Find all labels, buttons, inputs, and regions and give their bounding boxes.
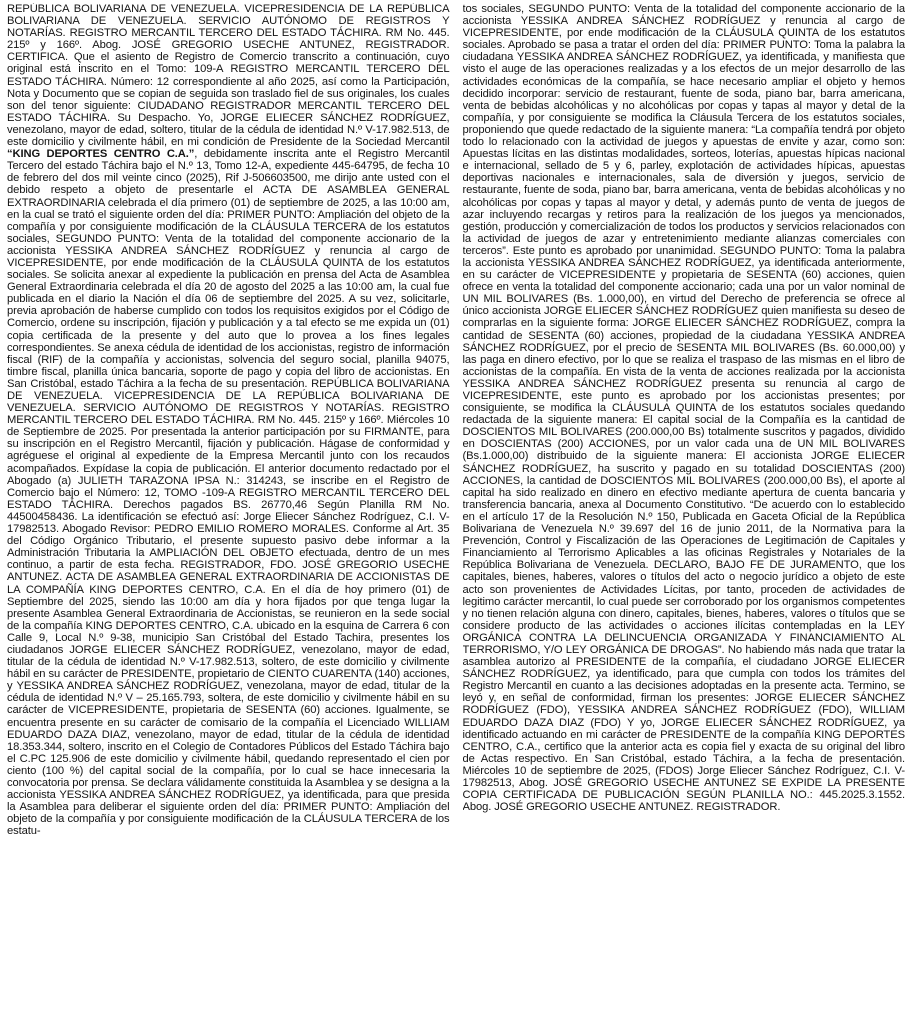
left-column-text (7, 3, 450, 837)
company-name: “KING DEPORTES CENTRO C.A.” (7, 148, 195, 161)
left-column (7, 3, 450, 1022)
right-column-text: tos sociales, SEGUNDO PUNTO: Venta de la totalidad del componente accionario de la accionista YESSIKA ANDREA SÁNCHEZ RODRÍGUEZ y renuncia al cargo de VICEPRESIDENTE, por ende modificación de la CLÁUSULA QUINTA de los estatutos sociales. Aprobado se pasa a tratar el orden del día: PRIMER PUNTO: Toma la palabra la ciudadana YESSIKA ANDREA SÁNCHEZ RODRÍGUEZ, ya identificada, y manifiesta que visto el auge de las operaciones realizadas y a los efectos de un mejor desarrollo de las actividades económicas de la compañía, se hace necesario ampliar el objeto y hemos decidido incorporar: servicio de restaurant, fuente de soda, piano bar, barra americana, venta de bebidas alcohólicas y no alcohólicas por copas y tapas al mayor y detal de la compañía, y por consiguiente se modifica la Cláusula Tercera de los estatutos sociales, proponiendo que quede redactado de la siguiente manera: “La compañía tendrá por objeto todo lo relacionado con la actividad de juegos y apuestas de envite y azar, como son: Apuestas lícitas en las distintas modalidades, sorteos, loterías, apuestas hípicas nacional e internacional, sellado de 5 y 6, parley, explotación de actividades hípicas, apuestas deportivas nacionales e internacionales, sala de diversión y juegos, servicio de restaurante, fuente de soda, piano bar, barra americana, venta de bebidas alcohólicas y no alcohólicas por copas y tapas al mayor y detal, y además punto de venta de juegos de azar incluyendo recargas y retiros para la realización de los juegos ya mencionados, gestión, producción y comercialización de todos los productos y servicios relacionados con la actividad de juegos de azar y entretenimiento mediante alianzas comerciales con terceros”. Este punto es aprobado por unanimidad. SEGUNDO PUNTO: Toma la palabra la accionista YESSIKA ANDREA SÁNCHEZ RODRÍGUEZ, ya identificada anteriormente, en su carácter de VICEPRESIDENTE y propietaria de SESENTA (60) acciones, quien ofrece en venta la totalidad del componente accionario; cada una por un valor nominal de UN MIL BOLIVARES (Bs. 1.000,00), en virtud del Derecho de preferencia se ofrece al único accionista JORGE ELIECER SÁNCHEZ RODRÍGUEZ quien manifiesta su deseo de comprarlas en la siguiente forma: JORGE ELIECER SÁNCHEZ RODRÍGUEZ, compra la cantidad de SESENTA (60) acciones, propiedad de la ciudadana YESSIKA ANDREA SÁNCHEZ RODRÍGUEZ, por el precio de SESENTA MIL BOLIVARES (Bs. 60.000,00) y las paga en dinero efectivo, por lo que se realiza el traspaso de las mismas en el libro de accionistas de la compañía. En vista de la venta de acciones realizada por la accionista YESSIKA ANDREA SÁNCHEZ RODRÍGUEZ presenta su renuncia al cargo de VICEPRESIDENTE, este punto es aprobado por los accionistas presentes; por consiguiente, se modifica la CLÁUSULA QUINTA de los estatutos sociales quedando redactada de la siguiente manera: El capital social de la Compañía es la cantidad de DOSCIENTOS MIL BOLIVARES (200.000,00 Bs) totalmente suscritos y pagados, dividido en DOSCIENTAS (200) ACCIONES, por un valor cada una de UN MIL BOLIVARES (Bs.1.000,00) distribuido de la siguiente manera: El accionista JORGE ELIECER SÁNCHEZ RODRÍGUEZ, ha suscrito y pagado en su totalidad DOSCIENTAS (200) ACCIONES, la cantidad de DOSCIENTOS MIL BOLIVARES (200.000,00 Bs), el aporte al capital ha sido realizado en dinero en efectivo mediante apertura de cuenta bancaria y transferencia bancaria, anexa al Documento Constitutivo. “De acuerdo con lo establecido en el artículo 17 de la Resolución N.º 150, Publicada en Gaceta Oficial de la República Bolivariana de Venezuela N.º 39.697 del 16 de junio 2011, de la Normativa para la Prevención, Control y Fiscalización de las Operaciones de Legitimación de Capitales y Financiamiento al Terrorismo Aplicables a las oficinas Registrales y Notariales de la República Bolivariana de Venezuela. DECLARO, BAJO FE DE JURAMENTO, que los capitales, bienes, haberes, valores o títulos del acto o negocio jurídico a objeto de este acto son provenientes de Actividades Lícitas, por tanto, proceden de actividades de legitimo carácter mercantil, lo cual puede ser corroborado por los organismos competentes y no tienen relación alguna con dinero, capitales, bienes, haberes, valores o títulos que se considere producto de las actividades o acciones ilícitas contempladas en la LEY ORGÁNICA CONTRA LA DELINCUENCIA ORGANIZADA Y FINANCIAMIENTO AL TERRORISMO, Y/O LEY ORGÁNICA DE DROGAS”. No habiendo más nada que tratar la asamblea autorizo al PRESIDENTE de la compañía, el ciudadano JORGE ELIECER SÁNCHEZ RODRÍGUEZ, ya identificado, para que cumpla con todos los trámites del Registro Mercantil en cuanto a las decisiones adoptadas en la presente acta. Termino, se leyó y, en señal de conformidad, firman los presentes: JORGE ELIECER SÁNCHEZ RODRÍGUEZ (FDO), YESSIKA ANDREA SÁNCHEZ RODRÍGUEZ (FDO), WILLIAM EDUARDO DAZA DIAZ (FDO) Y yo, JORGE ELIECER SÁNCHEZ RODRÍGUEZ, ya identificado actuando en mi carácter de PRESIDENTE de la compañía KING DEPORTES CENTRO, C.A., certifico que la anterior acta es copia fiel y exacta de su original del libro de Actas respectivo. En San Cristóbal, estado Táchira, a la fecha de presentación. Miércoles 10 de septiembre de 2025, (FDOS) Jorge Eliecer Sánchez Rodríguez, C.I. V-17982513, Abog. JOSÉ GREGORIO USECHE ANTUNEZ SE EXPIDE LA PRESENTE COPIA CERTIFICADA DE PUBLICACIÓN SEGÚN PLANILLA NO.: 445.2025.3.1552. Abog. JOSÉ GREGORIO USECHE ANTUNEZ. REGISTRADOR. (462, 3, 905, 814)
right-column (463, 3, 906, 1022)
text-run: REPÚBLICA BOLIVARIANA DE VENEZUELA. VICEPRESIDENCIA DE LA REPÚBLICA BOLIVARIANA DE VENEZUELA. SERVICIO AUTÓNOMO DE REGISTROS Y NOTARÍAS. REGISTRO MERCANTIL TERCERO DEL ESTADO TÁCHIRA. RM No. 445. 215º y 166º. Abog. JOSÉ GREGORIO USECHE ANTUNEZ, REGISTRADOR. CERTIFICA. Que el asiento de Registro de Comercio transcrito a continuación, cuyo original está inscrito en el Tomo: 109-A REGISTRO MERCANTIL TERCERO DEL ESTADO TÁCHIRA. Número: 12 correspondiente al año 2025, así como la Participación, Nota y Documento que se copian de seguida son traslado fiel de sus originales, los cuales son del tenor siguiente: CIUDADANO REGISTRADOR MERCANTIL TERCERO DEL ESTADO TÁCHIRA. Su Despacho. Yo, JORGE ELIECER SÁNCHEZ RODRÍGUEZ, venezolano, mayor de edad, soltero, titular de la cédula de identidad N.º V-17.982.513, de este domicilio y civilmente hábil, en mi condición de Presidente de la Sociedad Mercantil (7, 3, 450, 149)
text-run: , debidamente inscrita ante el Registro Mercantil Tercero del estado Táchira bajo el N.º 13, Tomo 12-A, expediente 445-64795, de fecha 10 de febrero del dos mil veinte cinco (2025), Rif J-506603500, me dirijo ante usted con el debido respeto a objeto de presentarle el ACTA DE ASAMBLEA GENERAL EXTRAORDINARIA celebrada el día primero (01) de septiembre de 2025, a las 10:00 am, en la cual se trató el siguiente orden del día: PRIMER PUNTO: Ampliación del objeto de la compañía y por consiguiente modificación de la CLÁUSULA TERCERA de los estatutos sociales, SEGUNDO PUNTO: Venta de la totalidad del componente accionario de la accionista YESSIKA ANDREA SÁNCHEZ RODRÍGUEZ y renuncia al cargo de VICEPRESIDENTE, por ende modificación de la CLÁUSULA QUINTA de los estatutos sociales. Se solicita anexar al expediente la publicación en prensa del Acta de Asamblea General Extraordinaria celebrada el día 20 de agosto del 2025 a las 10:00 am, la cual fue publicada en el diario la Nación el día 06 de septiembre del 2025. A su vez, solicitarle, previa aprobación de haberse cumplido con todos los requisitos exigidos por el Código de Comercio, ordene su inscripción, fijación y publicación y a tal efecto se me expida un (01) copia certificada de la presente y del auto que lo provea a los fines legales correspondientes. Se anexa cédula de identidad de los accionistas, registro de información fiscal (RIF) de la compañía y accionistas, solvencia del seguro social, planilla 94075, timbre fiscal, planilla única bancaria, soporte de pago y copia del libro de accionistas. En San Cristóbal, estado Táchira a la fecha de su presentación. REPÚBLICA BOLIVARIANA DE VENEZUELA. VICEPRESIDENCIA DE LA REPÚBLICA BOLIVARIANA DE VENEZUELA. SERVICIO AUTÓNOMO DE REGISTROS Y NOTARÍAS. REGISTRO MERCANTIL TERCERO DEL ESTADO TÁCHIRA. RM No. 445. 215º y 166º. Miércoles 10 de Septiembre de 2025. Por presentada la anterior participación por su FIRMANTE, para su inscripción en el Registro Mercantil, fijación y publicación. Hágase de conformidad y agréguese el original al expediente de la Empresa Mercantil junto con los recaudos acompañados. Expídase la copia de publicación. El anterior documento redactado por el Abogado (a) JULIETH TARAZONA IPSA N.: 314243, se inscribe en el Registro de Comercio bajo el Número: 12, TOMO -109-A REGISTRO MERCANTIL TERCERO DEL ESTADO TÁCHIRA. Derechos pagados BS. 26770,46 Según Planilla RM No. 44500458436. La identificación se efectuó así: Jorge Eliecer Sánchez Rodríguez, C.I. V-17982513. Abogado Revisor: PEDRO EMILIO ROMERO MORALES. Conforme al Art. 35 del Código Orgánico Tributario, el presente supuesto pasivo debe informar a la Administración Tributaria la AMPLIACIÓN DEL OBJETO efectuada, dentro de un mes continuo, a partir de esta fecha. REGISTRADOR, FDO. JOSÉ GREGORIO USECHE ANTUNEZ. ACTA DE ASAMBLEA GENERAL EXTRAORDINARIA DE ACCIONISTAS DE LA COMPAÑÍA KING DEPORTES CENTRO, C.A. En el día de hoy primero (01) de Septiembre del 2025, siendo las 10:00 am día y hora fijados por que tenga lugar la presente Asamblea General Extraordinaria de Accionistas, se reunieron en la sede social de la compañía KING DEPORTES CENTRO, C.A. ubicado en la esquina de Carrera 6 con Calle 9, Local N.º 9-38, municipio San Cristóbal del Estado Tachira, presentes los ciudadanos JORGE ELIECER SÁNCHEZ RODRÍGUEZ, venezolano, mayor de edad, titular de la cédula de identidad N.º V-17.982.513, soltero, de este domicilio y civilmente hábil en su carácter de PRESIDENTE, propietario de CIENTO CUARENTA (140) acciones, y YESSIKA ANDREA SÁNCHEZ RODRÍGUEZ, venezolana, mayor de edad, titular de la cédula de identidad N.º V – 25.165.793, soltera, de este domicilio y civilmente hábil en su carácter de VICEPRESIDENTE, propietaria de SESENTA (60) acciones. Igualmente, se encuentra presente en su carácter de comisario de la compañía el Licenciado WILLIAM EDUARDO DAZA DIAZ, venezolano, mayor de edad, titular de la cédula de identidad 18.353.344, soltero, inscrito en el Colegio de Contadores Públicos del Estado Táchira bajo el C.PC 125.906 de este domicilio y civilmente hábil, quedando representado el cien por ciento (100 %) del capital social de la compañía, por lo cual se hace innecesaria la convocatoria por prensa. Se declara válidamente constituida la Asamblea y se designa a la accionista YESSIKA ANDREA SÁNCHEZ RODRÍGUEZ, ya identificada, para que presida la Asamblea para deliberar el siguiente orden del día: PRIMER PUNTO: Ampliación del objeto de la compañía y por consiguiente modificación de la CLÁUSULA TERCERA de los estatu- (7, 148, 450, 838)
